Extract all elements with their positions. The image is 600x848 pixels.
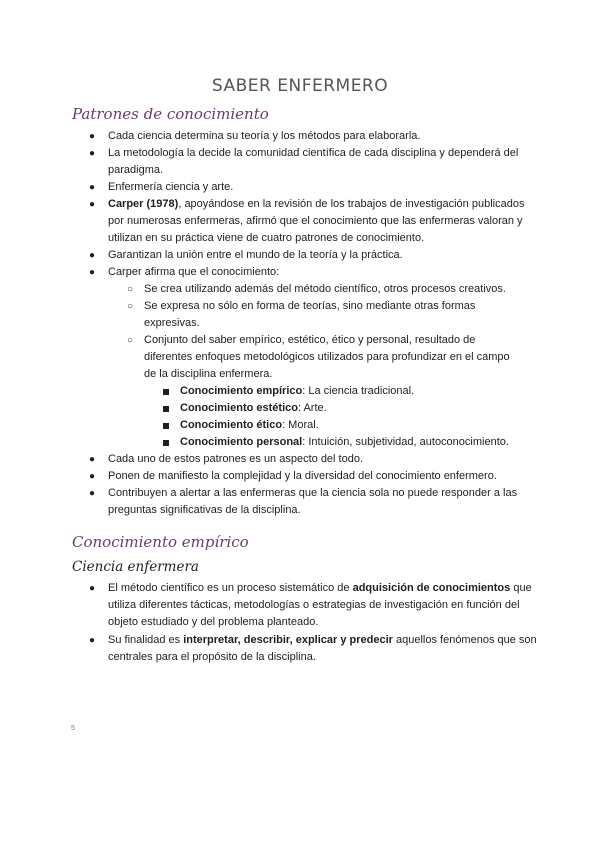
list-item xyxy=(108,632,537,649)
bold-text: interpretar, describir, explicar y predecir xyxy=(183,634,393,646)
bullet-circle: ○ xyxy=(127,335,134,346)
list-item: Cada uno de estos patrones es un aspecto del todo. xyxy=(108,453,364,465)
text: : La ciencia tradicional. xyxy=(302,385,415,397)
list-item: Contribuyen a alertar a las enfermeras que la ciencia sola no puede responder a las xyxy=(108,487,518,499)
bullet-dot: ● xyxy=(89,471,96,482)
list-item-continued: objeto estudiado y del problema planteado. xyxy=(108,616,319,628)
list-item: Ponen de manifiesto la complejidad y la diversidad del conocimiento enfermero. xyxy=(108,470,497,482)
bullet-circle: ○ xyxy=(127,284,134,295)
text: Su finalidad es xyxy=(108,634,184,646)
list-item xyxy=(108,580,532,597)
sub-item-continued: expresivas. xyxy=(144,317,200,329)
list-item-continued: paradigma. xyxy=(108,164,164,176)
bullet-dot: ● xyxy=(89,148,96,159)
bullet-square xyxy=(163,423,169,429)
list-item: Cada ciencia determina su teoría y los métodos para elaborarla. xyxy=(108,130,421,142)
list-item: Enfermería ciencia y arte. xyxy=(108,181,234,193)
page-number: 5 xyxy=(71,725,75,732)
subheading-ciencia-enfermera: Ciencia enfermera xyxy=(72,559,199,575)
list-item: Carper afirma que el conocimiento: xyxy=(108,266,280,278)
text: : Moral. xyxy=(282,419,319,431)
bold-text: Conocimiento estético xyxy=(180,402,298,414)
bold-text: Carper (1978) xyxy=(108,198,179,210)
text: : Arte. xyxy=(297,402,327,414)
text: : Intuición, subjetividad, autoconocimiento. xyxy=(302,436,509,448)
sub-item: Se expresa no sólo en forma de teorías, sino mediante otras formas xyxy=(144,300,476,312)
bullet-dot: ● xyxy=(89,488,96,499)
bullet-dot: ● xyxy=(89,131,96,142)
bullet-square xyxy=(163,389,169,395)
text: , apoyándose en la revisión de los trabajos de investigación publicados xyxy=(178,198,525,210)
text: aquellos fenómenos que son xyxy=(392,634,537,646)
sub-item-continued: de la disciplina enfermera. xyxy=(144,368,273,380)
heading-patrones: Patrones de conocimiento xyxy=(72,105,269,123)
bullet-dot: ● xyxy=(89,267,96,278)
bold-text: Conocimiento personal xyxy=(180,436,303,448)
bold-text: Conocimiento empírico xyxy=(180,385,303,397)
bullet-dot: ● xyxy=(89,250,96,261)
bullet-dot: ● xyxy=(89,199,96,210)
list-item-continued: preguntas significativas de la disciplina. xyxy=(108,504,301,516)
bullet-circle: ○ xyxy=(127,301,134,312)
heading-conocimiento-empirico: Conocimiento empírico xyxy=(72,533,249,551)
text: que xyxy=(510,582,532,594)
list-item xyxy=(108,196,524,213)
bullet-dot: ● xyxy=(89,635,96,646)
list-item-continued: utiliza diferentes tácticas, metodologías o estrategias de investigación en función del xyxy=(108,599,520,611)
bullet-dot: ● xyxy=(89,583,96,594)
sub-item: Se crea utilizando además del método científico, otros procesos creativos. xyxy=(144,283,506,295)
sub-sub-item xyxy=(180,383,414,400)
text: El método científico es un proceso sistemático de xyxy=(108,582,353,594)
bullet-dot: ● xyxy=(89,182,96,193)
list-item: La metodología la decide la comunidad científica de cada disciplina y dependerá del xyxy=(108,147,519,159)
bold-text: Conocimiento ético xyxy=(180,419,283,431)
page-title: SABER ENFERMERO xyxy=(211,76,389,96)
list-item-continued: utilizan en su práctica viene de cuatro patrones de conocimiento. xyxy=(108,232,425,244)
sub-item-continued: diferentes enfoques metodológicos utilizados para profundizar en el campo xyxy=(144,351,510,363)
bold-text: adquisición de conocimientos xyxy=(352,582,511,594)
sub-item: Conjunto del saber empírico, estético, ético y personal, resultado de xyxy=(144,334,476,346)
bullet-square xyxy=(163,440,169,446)
list-item-continued: por numerosas enfermeras, afirmó que el conocimiento que las enfermeras valoran y xyxy=(108,215,523,227)
list-item: Garantizan la unión entre el mundo de la teoría y la práctica. xyxy=(108,249,403,261)
bullet-square xyxy=(163,406,169,412)
sub-sub-item xyxy=(180,417,319,434)
bullet-dot: ● xyxy=(89,454,96,465)
sub-sub-item xyxy=(180,434,509,451)
list-item-continued: centrales para el propósito de la disciplina. xyxy=(108,651,316,663)
sub-sub-item xyxy=(180,400,327,417)
